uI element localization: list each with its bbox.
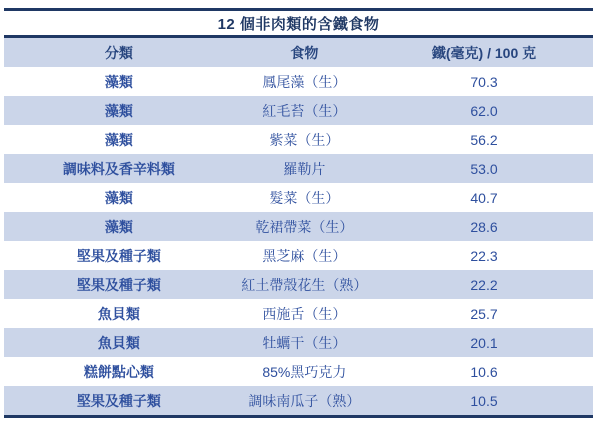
category-cell: 藻類 xyxy=(104,218,133,235)
iron-cell: 40.7 xyxy=(470,189,498,206)
iron-foods-table xyxy=(4,8,593,418)
table-row xyxy=(4,241,593,270)
category-cell: 魚貝類 xyxy=(97,305,140,322)
table-row xyxy=(4,270,593,299)
iron-cell: 22.2 xyxy=(470,276,498,293)
iron-cell: 62.0 xyxy=(470,102,498,119)
table-row xyxy=(4,96,593,125)
iron-cell: 10.6 xyxy=(470,363,498,380)
iron-cell: 53.0 xyxy=(470,160,498,177)
food-cell: 紫菜（生） xyxy=(269,131,340,148)
category-cell: 藻類 xyxy=(104,189,133,206)
table-title: 12 個非肉類的含鐵食物 xyxy=(217,15,380,33)
category-cell: 堅果及種子類 xyxy=(76,276,161,293)
food-cell: 牡蠣干（生） xyxy=(262,334,347,351)
food-cell: 紅土帶殼花生（熟） xyxy=(241,276,368,293)
table-row xyxy=(4,154,593,183)
category-cell: 藻類 xyxy=(104,73,133,90)
table-row xyxy=(4,183,593,212)
table-row xyxy=(4,357,593,386)
food-cell: 黑芝麻（生） xyxy=(262,247,347,264)
table-row xyxy=(4,212,593,241)
table-row xyxy=(4,386,593,415)
column-header-food: 食物 xyxy=(290,44,319,61)
table-row xyxy=(4,125,593,154)
category-cell: 糕餅點心類 xyxy=(83,363,154,380)
category-cell: 藻類 xyxy=(104,102,133,119)
iron-cell: 28.6 xyxy=(470,218,498,235)
iron-cell: 20.1 xyxy=(470,334,498,351)
table-body xyxy=(4,67,593,415)
food-cell: 鳳尾藻（生） xyxy=(262,73,347,90)
food-cell: 紅毛苔（生） xyxy=(262,102,347,119)
iron-cell: 22.3 xyxy=(470,247,498,264)
food-cell: 調味南瓜子（熟） xyxy=(248,392,361,409)
category-cell: 藻類 xyxy=(104,131,133,148)
iron-cell: 25.7 xyxy=(470,305,498,322)
iron-cell: 70.3 xyxy=(470,73,498,90)
iron-cell: 10.5 xyxy=(470,392,498,409)
food-cell: 髮菜（生） xyxy=(269,189,340,206)
category-cell: 堅果及種子類 xyxy=(76,247,161,264)
category-cell: 堅果及種子類 xyxy=(76,392,161,409)
column-header-iron: 鐵(毫克) / 100 克 xyxy=(431,44,537,61)
table-row xyxy=(4,299,593,328)
column-header-category: 分類 xyxy=(104,44,133,61)
food-cell: 85%黑巧克力 xyxy=(262,363,347,380)
table-bottom-border xyxy=(4,415,593,418)
food-cell: 羅勒片 xyxy=(283,160,326,177)
iron-cell: 56.2 xyxy=(470,131,498,148)
food-cell: 西施舌（生） xyxy=(262,305,347,322)
table-row xyxy=(4,328,593,357)
table-header-row xyxy=(4,38,593,67)
food-cell: 乾裙帶菜（生） xyxy=(255,218,354,235)
table-title-row xyxy=(4,11,593,35)
category-cell: 魚貝類 xyxy=(97,334,140,351)
category-cell: 調味料及香辛料類 xyxy=(62,160,175,177)
table-row xyxy=(4,67,593,96)
